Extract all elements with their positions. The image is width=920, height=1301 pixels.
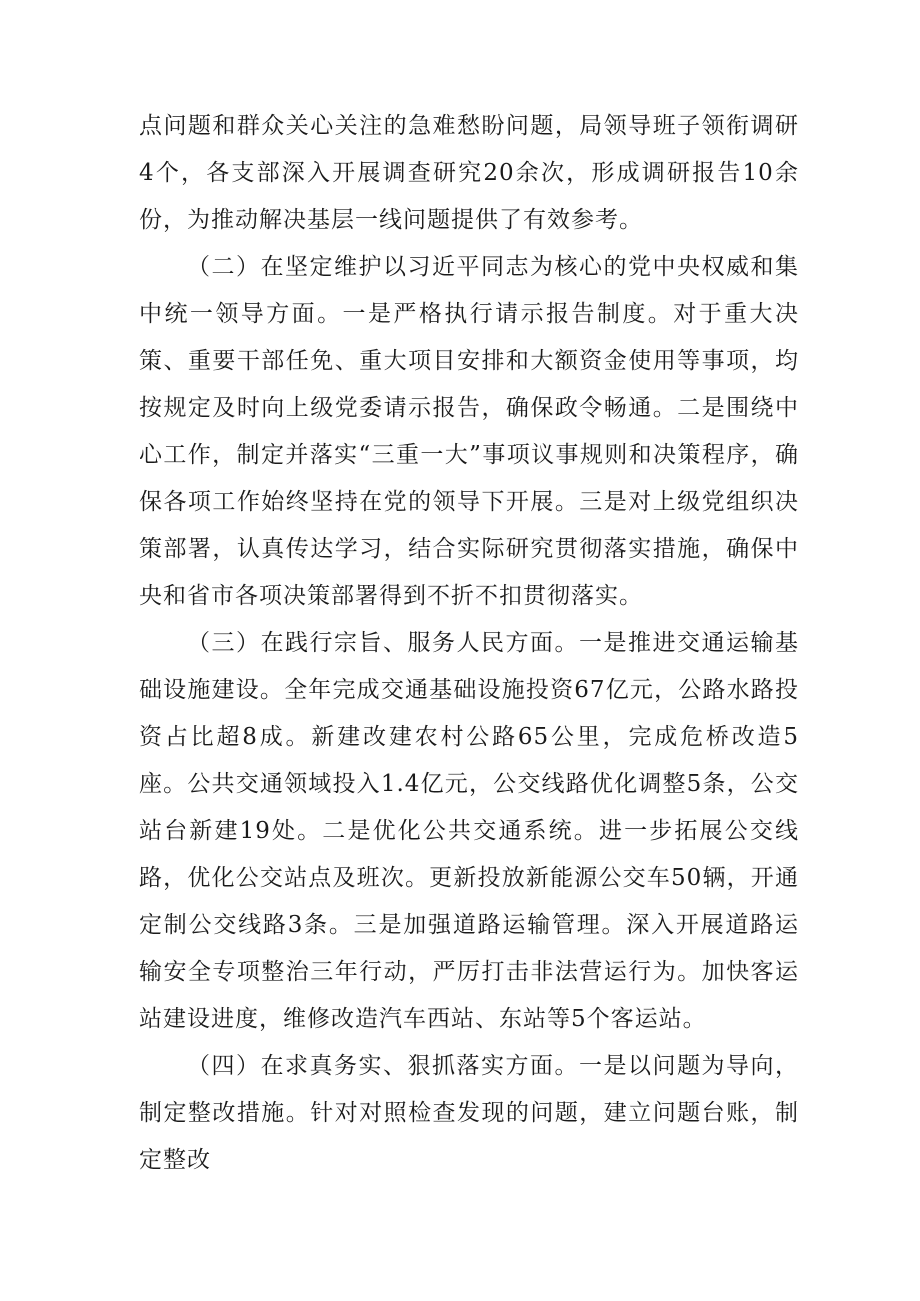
- paragraph-section-4: （四）在求真务实、狠抓落实方面。一是以问题为导向，制定整改措施。针对对照检查发现的问题，建立问题台账，制定整改: [139, 1053, 799, 1173]
- paragraph-section-3: （三）在践行宗旨、服务人民方面。一是推进交通运输基础设施建设。全年完成交通基础设施投资67亿元，公路水路投资占比超8成。新建改建农村公路65公里，完成危桥改造5座。公共交通领域投入1.4亿元，公交线路优化调整5条，公交站台新建19处。二是优化公共交通系统。进一步拓展公交线路，优化公交站点及班次。更新投放新能源公交车50辆，开通定制公交线路3条。三是加强道路运输管理。深入开展道路运输安全专项整治三年行动，严厉打击非法营运行为。加快客运站建设进度，维修改造汽车西站、东站等5个客运站。: [139, 630, 799, 1032]
- document-body: [139, 103, 799, 1184]
- paragraph-section-2: （二）在坚定维护以习近平同志为核心的党中央权威和集中统一领导方面。一是严格执行请示报告制度。对于重大决策、重要干部任免、重大项目安排和大额资金使用等事项，均按规定及时向上级党委请示报告，确保政令畅通。二是围绕中心工作，制定并落实“三重一大”事项议事规则和决策程序，确保各项工作始终坚持在党的领导下开展。三是对上级党组织决策部署，认真传达学习，结合实际研究贯彻落实措施，确保中央和省市各项决策部署得到不折不扣贯彻落实。: [139, 254, 799, 609]
- paragraph-continuation: 点问题和群众关心关注的急难愁盼问题，局领导班子领衔调研4个，各支部深入开展调查研究20余次，形成调研报告10余份，为推动解决基层一线问题提供了有效参考。: [139, 113, 799, 233]
